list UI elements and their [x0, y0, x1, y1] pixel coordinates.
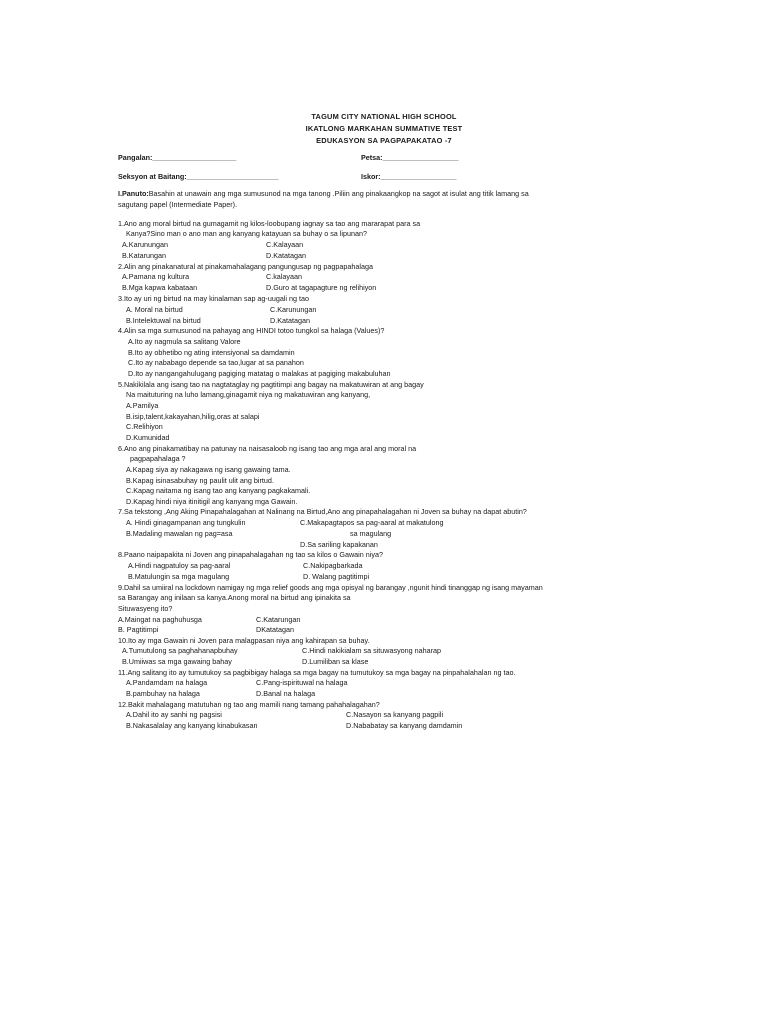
question-11: 11.Ang salitang ito ay tumutukoy sa pagbibigay halaga sa mga bagay na tumutukoy sa mga bagay na pinpahalahalan ng tao. [118, 668, 516, 677]
option-d: D. Walang pagtitimpi [303, 572, 370, 581]
option-d: D.Nababatay sa kanyang damdamin [346, 721, 463, 730]
question-10: 10.Ito ay mga Gawain ni Joven para malagpasan niya ang kahirapan sa buhay. [118, 636, 370, 645]
question-6: 6.Ano ang pinakamatibay na patunay na naisasaloob ng isang tao ang mga aral ang moral na [118, 444, 417, 453]
option-b: B.Madaling mawalan ng pag=asa [126, 529, 233, 538]
option-c: C.Katarungan [256, 615, 301, 624]
option-a: A.Dahil ito ay sanhi ng pagsisi [126, 710, 222, 719]
option-b: B.Intelektuwal na birtud [126, 316, 201, 325]
option-c: C.Hindi nakikialam sa situwasyong naharap [302, 646, 442, 655]
option-b: B.Matulungin sa mga magulang [128, 572, 230, 581]
directions-line-2: sagutang papel (Intermediate Paper). [118, 200, 238, 209]
question-9-line-2: sa Barangay ang inilaan sa kanya.Anong moral na birtud ang ipinakita sa [118, 593, 351, 602]
option-b: B.pambuhay na halaga [126, 689, 200, 698]
question-12: 12.Bakit mahalagang matutuhan ng tao ang mamili nang tamang pahahalagahan? [118, 700, 380, 709]
question-1-line-2: Kanya?Sino man o ano man ang kanyang katayuan sa buhay o sa lipunan? [126, 229, 367, 238]
option-a: A.Pamilya [126, 401, 159, 410]
option-a: A. Hindi ginagampanan ang tungkulin [126, 518, 246, 527]
question-3: 3.Ito ay uri ng birtud na may kinalaman sap ag-uugali ng tao [118, 294, 309, 303]
option-d: D.Kapag hindi niya itinitigil ang kanyang mga Gawain. [126, 497, 298, 506]
date-field: Petsa:___________________ [361, 153, 459, 162]
question-5: 5.Nakikilala ang isang tao na nagtataglay ng pagtitimpi ang bagay na makatuwiran at ang bagay [118, 380, 424, 389]
name-field: Pangalan:_____________________ [118, 153, 237, 162]
question-5-line-2: Na maituturing na luho lamang,ginagamit niya ng makatuwiran ang kanyang, [126, 390, 371, 399]
section-field: Seksyon at Baitang:_______________________ [118, 172, 279, 181]
test-title: IKATLONG MARKAHAN SUMMATIVE TEST [305, 124, 463, 133]
score-field: Iskor:___________________ [361, 172, 457, 181]
option-b: B.Katarungan [122, 251, 166, 260]
option-d: D.Banal na halaga [256, 689, 316, 698]
directions [118, 189, 529, 198]
option-c: C.Relihiyon [126, 422, 163, 431]
option-c: C.Karunungan [270, 305, 317, 314]
option-d: D.Katatagan [266, 251, 306, 260]
option-d: D.Sa sariling kapakanan [300, 540, 378, 549]
option-c: C.Makapagtapos sa pag-aaral at makatulong [300, 518, 444, 527]
option-a: A.Hindi nagpatuloy sa pag-aaral [128, 561, 231, 570]
option-a: A.Pandamdam na halaga [126, 678, 208, 687]
directions-line-1: Basahin at unawain ang mga sumusunod na mga tanong .Piliin ang pinakaangkop na sagot at isulat ang titik lamang sa [148, 189, 529, 198]
option-a: A.Maingat na paghuhusga [118, 615, 202, 624]
question-9-line-3: Situwasyeng ito? [118, 604, 173, 613]
option-b: B.Umiiwas sa mga gawaing bahay [122, 657, 232, 666]
option-d: D.Ito ay nangangahulugang pagiging matatag o malakas at pagiging makabuluhan [128, 369, 391, 378]
option-a: A.Ito ay nagmula sa salitang Valore [128, 337, 241, 346]
question-6-line-2: pagpapahalaga ? [130, 454, 186, 463]
directions-label: I.Panuto: [118, 189, 149, 198]
option-a: A. Moral na birtud [126, 305, 183, 314]
question-7: 7.Sa tekstong ,Ang Aking Pinapahalagahan at Nalinang na Birtud,Ano ang pinapahalagahan ni Joven sa buhay na dapat abutin? [118, 507, 527, 516]
option-c: C.Kapag naitama ng isang tao ang kanyang pagkakamali. [126, 486, 311, 495]
question-4: 4.Alin sa mga sumusunod na pahayag ang HINDI totoo tungkol sa halaga (Values)? [118, 326, 385, 335]
option-b: B.Ito ay obhetibo ng ating intensiyonal sa damdamin [128, 348, 295, 357]
school-name: TAGUM CITY NATIONAL HIGH SCHOOL [311, 112, 457, 121]
option-c: C.Ito ay nababago depende sa tao,lugar at sa panahon [128, 358, 304, 367]
option-c: C.Pang-ispirituwal na halaga [256, 678, 348, 687]
option-d: DKatatagan [256, 625, 294, 634]
question-1: 1.Ano ang moral birtud na gumagamit ng kilos-loobupang iagnay sa tao ang mararapat para sa [118, 219, 421, 228]
question-9: 9.Dahil sa umiiral na lockdown namigay ng mga relief goods ang mga opisyal ng barangay ,ngunit hindi tinanggap ng isang mayaman [118, 583, 543, 592]
option-c: C.Nakipagbarkada [303, 561, 363, 570]
option-d: D.Lumiliban sa klase [302, 657, 369, 666]
question-2: 2.Alin ang pinakanatural at pinakamahalagang pangungusap ng pagpapahalaga [118, 262, 373, 271]
option-d: D.Kumunidad [126, 433, 170, 442]
subject-title: EDUKASYON SA PAGPAPAKATAO -7 [316, 136, 452, 145]
option-b: B.Mga kapwa kabataan [122, 283, 198, 292]
option-a: A.Tumutulong sa paghahanapbuhay [122, 646, 238, 655]
option-d: D.Katatagan [270, 316, 310, 325]
option-b: B.isip,talent,kakayahan,hilig,oras at salapi [126, 412, 260, 421]
option-c-line-2: sa magulang [350, 529, 392, 538]
option-d: D.Guro at tagapagture ng relihiyon [266, 283, 377, 292]
option-a: A.Kapag siya ay nakagawa ng isang gawaing tama. [126, 465, 291, 474]
option-b: B.Nakasalalay ang kanyang kinabukasan [126, 721, 258, 730]
option-c: C.kalayaan [266, 272, 302, 281]
option-b: B. Pagtitimpi [118, 625, 159, 634]
option-c: C.Kalayaan [266, 240, 304, 249]
option-b: B.Kapag isinasabuhay ng paulit ulit ang birtud. [126, 476, 274, 485]
option-a: A.Karunungan [122, 240, 168, 249]
question-8: 8.Paano naipapakita ni Joven ang pinapahalagahan ng tao sa kilos o Gawain niya? [118, 550, 383, 559]
option-a: A.Pamana ng kultura [122, 272, 190, 281]
option-c: C.Nasayon sa kanyang pagpili [346, 710, 444, 719]
